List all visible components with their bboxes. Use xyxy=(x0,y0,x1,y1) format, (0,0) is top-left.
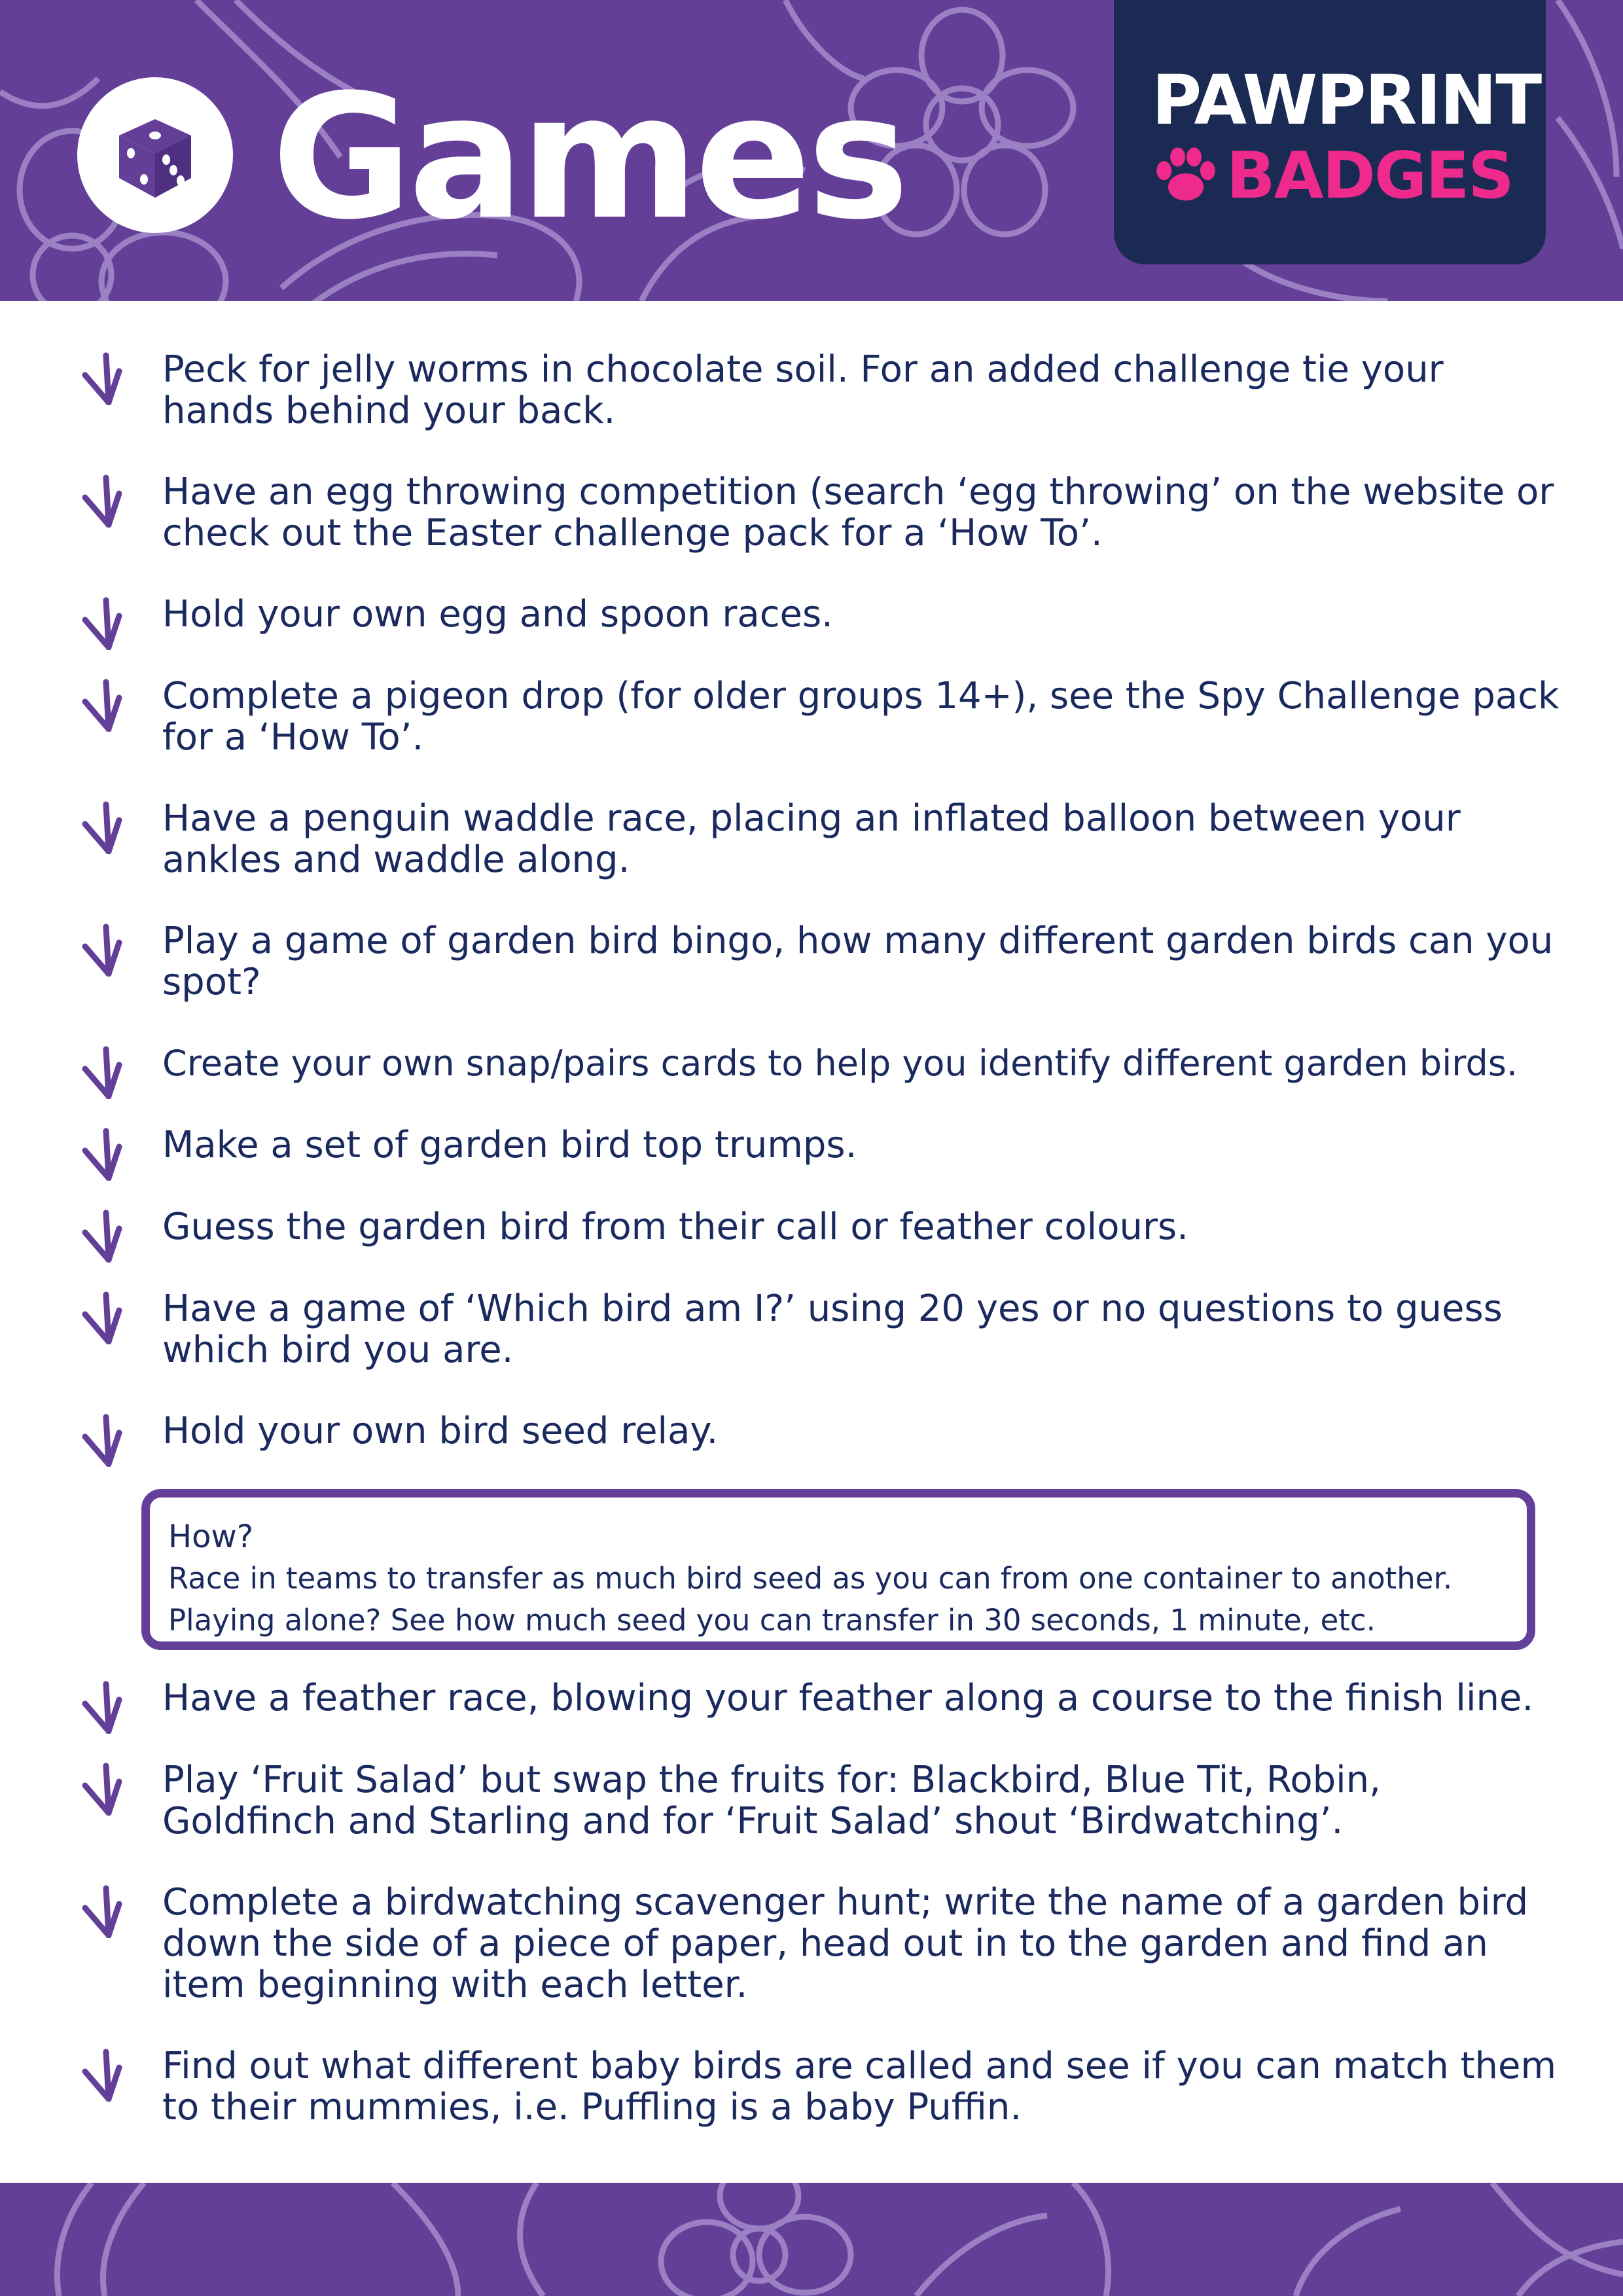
item-text: Hold your own egg and spoon races. xyxy=(162,593,833,636)
dice-badge xyxy=(77,77,233,233)
how-line-1: Race in teams to transfer as much bird seed as you can from one container to another. xyxy=(168,1561,1453,1596)
bird-foot-icon xyxy=(80,594,123,650)
bird-foot-icon xyxy=(80,1759,123,1816)
bird-foot-icon xyxy=(80,1677,123,1734)
how-heading: How? xyxy=(168,1518,254,1555)
bird-foot-icon xyxy=(80,1882,123,1938)
dice-icon xyxy=(106,106,204,204)
how-box xyxy=(141,1489,1535,1650)
flower-pattern xyxy=(0,2183,1623,2296)
item-text: Peck for jelly worms in chocolate soil. For an added challenge tie your hands behind your back. xyxy=(162,348,1444,432)
item-text: Hold your own bird seed relay. xyxy=(162,1410,719,1452)
bird-foot-icon xyxy=(80,471,123,528)
item-text: Complete a pigeon drop (for older groups 14+), see the Spy Challenge pack for a ‘How To’. xyxy=(162,675,1560,759)
logo-line2: BADGES xyxy=(1226,139,1513,213)
item-text: Find out what different baby birds are called and see if you can match them to their mummies, i.e. Puffling is a baby Puffin. xyxy=(162,2045,1557,2128)
item-text: Make a set of garden bird top trumps. xyxy=(162,1124,857,1166)
bird-foot-icon xyxy=(80,349,123,405)
item-text: Have a penguin waddle race, placing an inflated balloon between your ankles and waddle along. xyxy=(162,797,1461,881)
bird-foot-icon xyxy=(80,1206,123,1263)
bird-foot-icon xyxy=(80,798,123,854)
logo-line1: PAWPRINT xyxy=(1152,60,1541,140)
item-text: Guess the garden bird from their call or feather colours. xyxy=(162,1206,1188,1248)
bird-foot-icon xyxy=(80,1288,123,1344)
bird-foot-icon xyxy=(80,920,123,977)
bird-foot-icon xyxy=(80,1410,123,1467)
bird-foot-icon xyxy=(80,1124,123,1181)
pawprint-logo xyxy=(1114,0,1546,264)
item-text: Create your own snap/pairs cards to help you identify different garden birds. xyxy=(162,1043,1518,1084)
how-line-2: Playing alone? See how much seed you can transfer in 30 seconds, 1 minute, etc. xyxy=(168,1603,1376,1638)
item-text: Complete a birdwatching scavenger hunt; write the name of a garden bird down the side of a piece of paper, head out in to the garden and find an item beginning with each letter. xyxy=(162,1881,1529,2006)
item-text: Have an egg throwing competition (search ‘egg throwing’ on the website or check out the Easter challenge pack for a ‘How To’. xyxy=(162,471,1554,554)
item-text: Have a game of ‘Which bird am I?’ using 20 yes or no questions to guess which bird you are. xyxy=(162,1287,1503,1371)
item-text: Play a game of garden bird bingo, how many different garden birds can you spot? xyxy=(162,920,1554,1003)
bird-foot-icon xyxy=(80,2045,123,2102)
bird-foot-icon xyxy=(80,675,123,732)
item-text: Play ‘Fruit Salad’ but swap the fruits for: Blackbird, Blue Tit, Robin, Goldfinch and Starling and for ‘Fruit Salad’ shout ‘Birdwatching’. xyxy=(162,1759,1381,1842)
header-banner xyxy=(0,0,1623,301)
footer-banner xyxy=(0,2183,1623,2296)
paw-icon xyxy=(1152,142,1220,210)
item-text: Have a feather race, blowing your feather along a course to the finish line. xyxy=(162,1677,1534,1719)
bird-foot-icon xyxy=(80,1043,123,1099)
page-title: Games xyxy=(272,58,906,257)
logo-line2-row xyxy=(1152,140,1513,212)
